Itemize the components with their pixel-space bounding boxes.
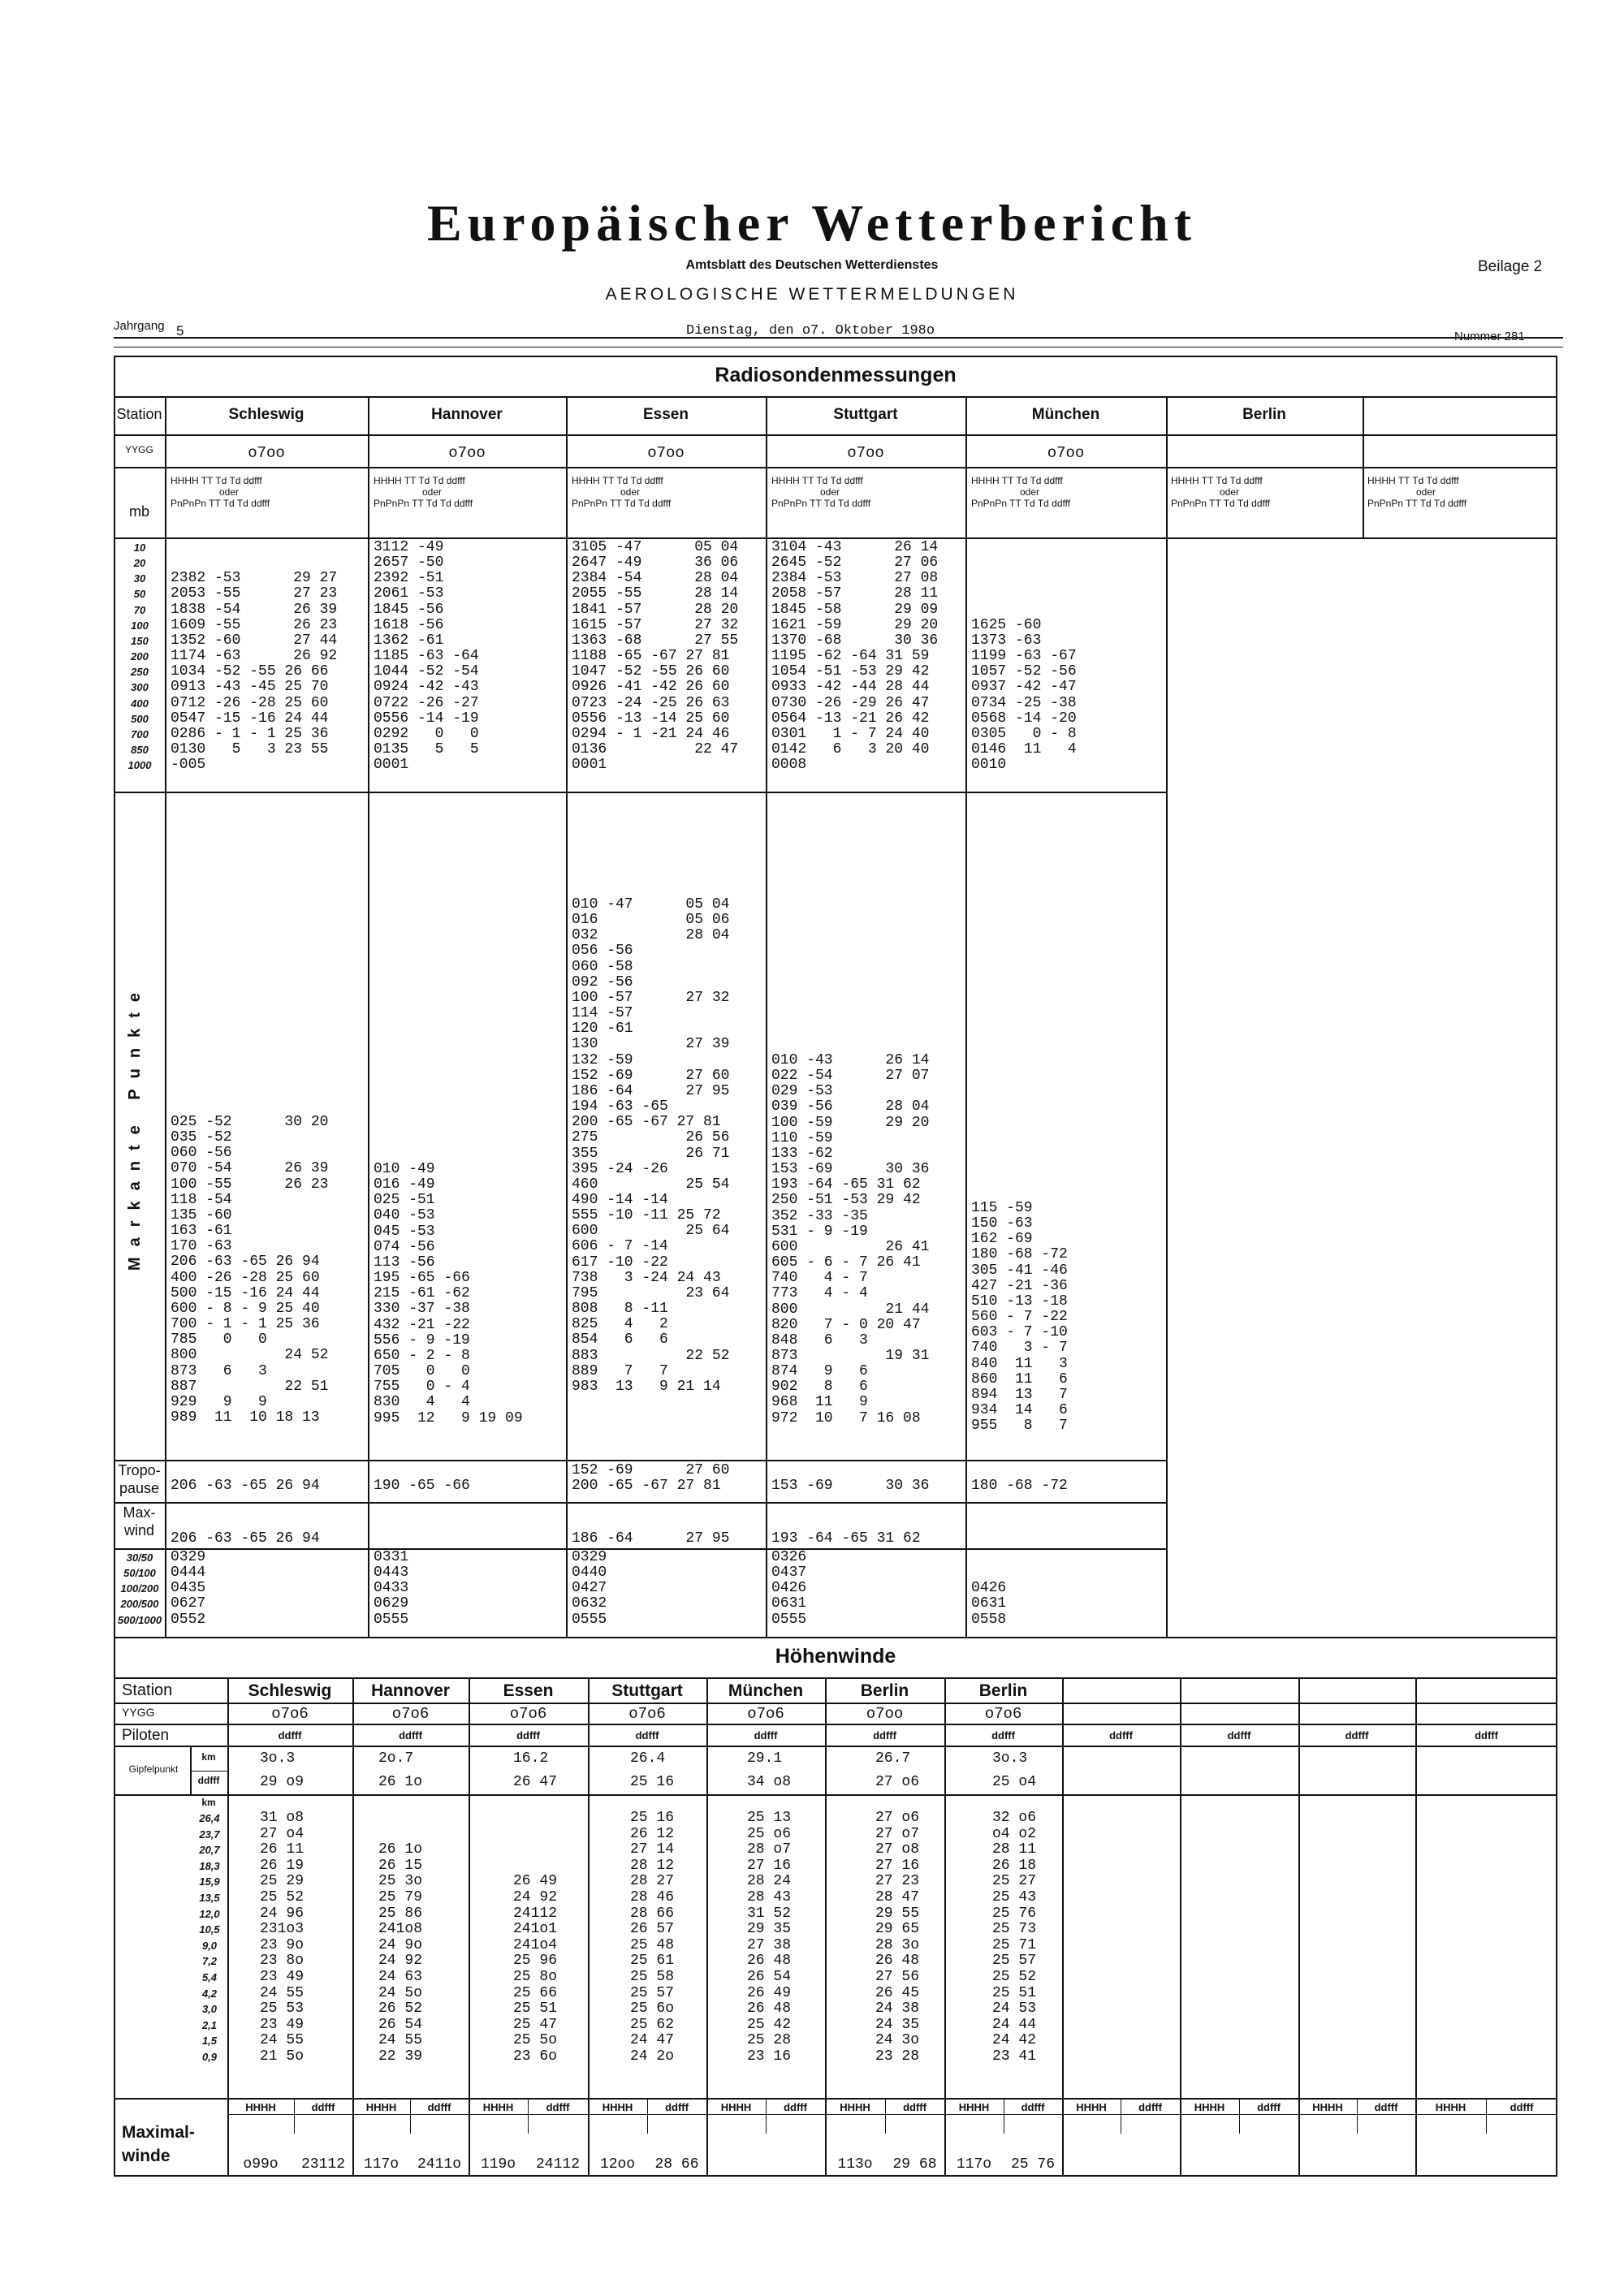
ddfff-header: ddfff [873,1729,896,1741]
tropopause-label: Tropo-pause [118,1462,161,1496]
gipfel-km: 3o.3 [260,1750,296,1767]
col-header [1171,475,1361,509]
max-ddfff: 24112 [535,2156,580,2173]
hw-yygg: o7o6 [984,1705,1022,1723]
station-name: Hannover [431,406,503,423]
col-header-oder: oder [1020,486,1040,498]
max-ddfff: 28 66 [654,2156,699,2173]
col-header-top: HHHH TT Td Td ddfff [771,475,863,486]
ddfff-header: ddfff [516,1729,540,1741]
hw-station: Essen [503,1681,554,1700]
col-header-top: HHHH TT Td Td ddfff [1367,475,1459,486]
height-level: 4,2 [201,1987,218,2000]
hw-yygg: o7o6 [509,1705,547,1723]
col-header-top: HHHH TT Td Td ddfff [374,475,465,486]
yygg-value: o7oo [1047,444,1085,462]
tropopause-data: 153 -69 30 36 [771,1478,930,1494]
ddfff-header: ddfff [1374,2101,1398,2113]
ddfff-header: ddfff [427,2101,451,2113]
height-level: 10,5 [199,1923,220,1936]
col-header-top: HHHH TT Td Td ddfff [171,475,262,486]
col-divider [1363,396,1364,537]
pressure-level: 1000 [127,759,152,772]
hhhh-header: HHHH [1076,2101,1107,2113]
yygg-value: o7oo [448,444,486,462]
max-hhhh: 12oo [599,2156,636,2173]
rule [114,434,1557,436]
height-level: 26,4 [199,1812,220,1824]
hhhh-header: HHHH [1312,2101,1343,2113]
col-header-bottom: PnPnPn TT Td Td ddfff [171,498,270,509]
wind-column: 25 13 25 o6 28 o7 27 16 28 24 28 43 31 52 29 35 27 38 26 48 26 54 26 49 26 48 25 42 25 28 23 16 [747,1810,792,2065]
gipfel-ddfff: 25 16 [630,1774,675,1790]
thickness-level: 200/500 [120,1598,159,1611]
col-header-top: HHHH TT Td Td ddfff [1171,475,1263,486]
hhhh-header: HHHH [1435,2101,1466,2113]
rule [227,2114,1557,2115]
piloten-label: Piloten [122,1727,170,1744]
thickness-levels [115,1550,164,1628]
rule [114,1794,1557,1796]
col-header [171,475,365,509]
significant-points: 010 -49 016 -49 025 -51 040 -53 045 -53 074 -56 113 -56 195 -65 -66 215 -61 -62 330 -37 -38 432 -21 -22 556 - 9 -19 650 - 2 - 8 705 0 0 755 0 - 4 830 4 4 995 12 9 19 09 [374,1161,523,1426]
ddfff-header: ddfff [1138,2101,1162,2113]
col-header-oder: oder [620,486,641,498]
ddfff-header: ddfff [1021,2101,1045,2113]
gipfel-km: 3o.3 [992,1750,1028,1767]
ddfff-header: ddfff [311,2101,335,2113]
jahrgang-value: 5 [176,323,184,339]
hw-station: Berlin [860,1681,909,1700]
col-header-oder: oder [1220,486,1240,498]
markante-punkte-label: Markante Punkte [126,982,144,1271]
rule [190,1771,227,1772]
thickness-level: 30/50 [126,1552,153,1564]
rule [114,792,1166,793]
gipfel-ddfff: 34 o8 [747,1774,792,1790]
ddfff-header: ddfff [665,2101,689,2113]
ddfff-header: ddfff [991,1729,1015,1741]
hw-yygg: o7o6 [391,1705,430,1723]
col-divider [368,396,369,1638]
rule [114,1502,1166,1504]
gipfel-km: 2o.7 [378,1750,414,1767]
height-level: 9,0 [201,1939,218,1952]
rule [114,1677,1557,1679]
page-title: Europäischer Wetterbericht [426,194,1198,252]
ddfff-header: ddfff [635,1729,659,1741]
pressure-level: 500 [131,712,149,725]
maxwind-data: 186 -64 27 95 [572,1530,730,1547]
max-hhhh: o99o [243,2156,279,2173]
gipfel-ddfff: 25 o4 [992,1774,1037,1790]
thickness-data: 0326 0437 0426 0631 0555 [771,1549,807,1628]
hw-yygg-label: YYGG [122,1706,155,1719]
col-header-bottom: PnPnPn TT Td Td ddfff [1367,498,1467,509]
col-header [1367,475,1556,509]
ddfff-header: ddfff [1227,1729,1251,1741]
rule [114,467,1557,468]
max-ddfff: 23112 [300,2156,345,2173]
wind-column: 26 49 24 92 24112 241o1 241o4 25 96 25 8o 25 66 25 51 25 47 25 5o 23 6o [513,1873,558,2065]
ddfff-header: ddfff [1345,1729,1369,1741]
wind-column: 32 o6 o4 o2 28 11 26 18 25 27 25 43 25 76 25 73 25 71 25 57 25 52 25 51 24 53 24 44 24 42 23 41 [992,1810,1037,2065]
col-header-bottom: PnPnPn TT Td Td ddfff [374,498,473,509]
hhhh-header: HHHH [365,2101,397,2113]
std-level-data: 3104 -43 26 14 2645 -52 27 06 2384 -53 27 08 2058 -57 28 11 1845 -58 29 09 1621 -59 29 20 1370 -68 30 36 1195 -62 -64 31 59 1054 -51 -53 29 42 0933 -42 -44 28 44 0730 -26 -29 26 47 0564 -13 -21 26 42 0301 1 - 7 24 40 0142 6 3 20 40 0008 [771,539,939,774]
height-level: 15,9 [199,1875,220,1888]
beilage-label: Beilage 2 [1478,258,1543,275]
tropopause-data: 206 -63 -65 26 94 [171,1478,320,1494]
station-name: Stuttgart [833,406,898,423]
hw-station: München [728,1681,804,1700]
station-name: München [1031,406,1100,423]
gipfel-ddfff: 26 1o [378,1774,423,1790]
hw-station: Stuttgart [611,1681,683,1700]
thickness-data: 0426 0631 0558 [971,1580,1007,1628]
height-level: 20,7 [199,1844,220,1857]
rule [114,1460,1166,1461]
wind-column: 31 o8 27 o4 26 11 26 19 25 29 25 52 24 96 231o3 23 9o 23 8o 23 49 24 55 25 53 23 49 24 55 21 5o [260,1810,304,2065]
ddfff-header: ddfff [903,2101,926,2113]
hhhh-header: HHHH [958,2101,990,2113]
ddfff-header: ddfff [1257,2101,1281,2113]
maxwind-data: 193 -64 -65 31 62 [771,1530,921,1547]
rule [114,2098,1557,2100]
pressure-level: 70 [133,603,146,616]
height-level: 12,0 [199,1907,220,1920]
ddfff-header: ddfff [399,1729,422,1741]
station-name: Schleswig [228,406,304,423]
height-level: 1,5 [201,2035,218,2048]
col-divider [1166,396,1168,1638]
height-level: 0,9 [201,2050,218,2063]
section-heading: AEROLOGISCHE WETTERMELDUNGEN [605,285,1019,304]
hw-yygg: o7o6 [628,1705,666,1723]
col-header-oder: oder [219,486,240,498]
station-label: Station [116,406,162,422]
issue-date: Dienstag, den o7. Oktober 198o [686,323,935,339]
thickness-data: 0331 0443 0433 0629 0555 [374,1549,409,1628]
pressure-level: 850 [131,744,149,757]
rule [114,396,1557,398]
pressure-level: 10 [133,542,146,554]
yygg-value: o7oo [248,444,285,462]
jahrgang-label: Jahrgang [114,319,165,333]
hhhh-header: HHHH [602,2101,633,2113]
pressure-level: 30 [133,572,146,585]
gipfel-ddfff: 26 47 [513,1774,558,1790]
col-header-top: HHHH TT Td Td ddfff [572,475,663,486]
col-header [771,475,963,509]
pressure-level: 300 [131,681,149,694]
thickness-level: 500/1000 [117,1613,162,1626]
pressure-level: 100 [131,619,149,632]
maxwind-label: Max-wind [123,1504,156,1539]
col-divider [766,396,767,1638]
ddfff-header: ddfff [278,1729,302,1741]
subtitle: Amtsblatt des Deutschen Wetterdienstes [685,258,939,272]
hhhh-header: HHHH [1194,2101,1225,2113]
max-hhhh: 119o [480,2156,516,2173]
mb-label: mb [128,503,149,520]
gipfel-km: 26.4 [630,1750,666,1767]
wind-column: 27 o6 27 o7 27 o8 27 16 27 23 28 47 29 55 29 65 28 3o 26 48 27 56 26 45 24 38 24 35 24 3o 23 28 [875,1810,920,2065]
hhhh-header: HHHH [482,2101,514,2113]
yygg-label: YYGG [125,444,153,455]
height-level: 23,7 [199,1828,220,1841]
max-ddfff: 2411o [417,2156,461,2173]
ddfff-header: ddfff [1109,1729,1133,1741]
col-header [971,475,1163,509]
rule [114,1548,1166,1550]
height-level: 18,3 [199,1859,220,1872]
km-label: km [201,1751,216,1763]
max-hhhh: 117o [363,2156,400,2173]
col-header-oder: oder [1416,486,1436,498]
rule [114,337,1563,339]
max-ddfff: 25 76 [1010,2156,1055,2173]
std-level-data: 1625 -60 1373 -63 1199 -63 -67 1057 -52 -56 0937 -42 -47 0734 -25 -38 0568 -14 -20 0305 0 - 8 0146 11 4 0010 [971,616,1077,774]
wind-column: 26 1o 26 15 25 3o 25 79 25 86 241o8 24 9o 24 92 24 63 24 5o 26 52 26 54 24 55 22 39 [378,1841,423,2065]
hw-yygg: o7o6 [271,1705,309,1723]
height-levels [192,1810,227,2065]
pressure-level: 400 [131,697,149,710]
thickness-data: 0329 0444 0435 0627 0552 [171,1549,206,1628]
col-header-bottom: PnPnPn TT Td Td ddfff [771,498,871,509]
col-divider [566,396,568,1638]
gipfel-km: 16.2 [513,1750,549,1767]
hw-station: Hannover [371,1681,450,1700]
pressure-level: 150 [131,634,149,647]
height-level: 2,1 [201,2018,218,2031]
ddfff-header: ddfff [1475,1729,1498,1741]
col-header-bottom: PnPnPn TT Td Td ddfff [572,498,672,509]
col-divider [165,396,166,1638]
col-header-top: HHHH TT Td Td ddfff [971,475,1063,486]
hw-station: Schleswig [248,1681,332,1700]
ddfff-header: ddfff [546,2101,570,2113]
std-level-data: 3105 -47 05 04 2647 -49 36 06 2384 -54 28 04 2055 -55 28 14 1841 -57 28 20 1615 -57 27 32 1363 -68 27 55 1188 -65 -67 27 81 1047 -52 -55 26 60 0926 -41 -42 26 60 0723 -24 -25 26 63 0556 -13 -14 25 60 0294 - 1 -21 24 46 0136 22 47 0001 [572,539,739,774]
col-header-oder: oder [422,486,443,498]
col-header [374,475,564,509]
ddfff-header: ddfff [784,2101,807,2113]
gipfelpunkt-label: Gipfelpunkt [128,1763,179,1775]
hw-station-label: Station [122,1681,173,1699]
pressure-level: 20 [133,557,146,570]
thickness-level: 50/100 [123,1567,156,1580]
radiosonde-title: Radiosondenmessungen [715,364,957,386]
pressure-levels [115,540,164,773]
thickness-data: 0329 0440 0427 0632 0555 [572,1549,607,1628]
ddfff-header: ddfff [1510,2101,1534,2113]
rule [114,1746,1557,1747]
col-divider [965,396,967,1638]
pressure-level: 50 [133,588,146,601]
yygg-value: o7oo [847,444,884,462]
km-label: km [201,1797,216,1808]
hhhh-header: HHHH [720,2101,752,2113]
height-level: 7,2 [201,1955,218,1968]
hhhh-header: HHHH [245,2101,276,2113]
max-hhhh: 113o [837,2156,873,2173]
gipfel-km: 29.1 [747,1750,783,1767]
col-header-oder: oder [820,486,840,498]
ddfff-header: ddfff [754,1729,778,1741]
hw-station: Berlin [978,1681,1028,1700]
rule [114,1724,1557,1725]
col-header-bottom: PnPnPn TT Td Td ddfff [1171,498,1271,509]
rule [114,1703,1557,1704]
height-level: 3,0 [201,2003,218,2016]
station-name: Essen [643,406,689,423]
wind-column: 25 16 26 12 27 14 28 12 28 27 28 46 28 66 26 57 25 48 25 61 25 58 25 57 25 6o 25 62 24 47 24 2o [630,1810,675,2065]
height-level: 13,5 [199,1891,220,1904]
significant-points: 010 -47 05 04 016 05 06 032 28 04 056 -56 060 -58 092 -56 100 -57 27 32 114 -57 120 -61 130 27 39 132 -59 152 -69 27 60 186 -64 27 95 194 -63 -65 200 -65 -67 27 81 275 26 56 355 26 71 395 -24 -26 460 25 54 490 -14 -14 555 -10 -11 25 72 600 25 64 606 - 7 -14 617 -10 -22 738 3 -24 24 43 795 23 64 808 8 -11 825 4 2 854 6 6 883 22 52 889 7 7 983 13 9 21 14 [572,896,730,1395]
issue-number: Nummer 281 [1454,330,1525,343]
std-level-data: 2382 -53 29 27 2053 -55 27 23 1838 -54 26 39 1609 -55 26 23 1352 -60 27 44 1174 -63 26 92 1034 -52 -55 26 66 0913 -43 -45 25 70 0712 -26 -28 25 60 0547 -15 -16 24 44 0286 - 1 - 1 25 36 0130 5 3 23 55 -005 [171,570,338,774]
gipfel-km: 26.7 [875,1750,911,1767]
std-level-data: 3112 -49 2657 -50 2392 -51 2061 -53 1845 -56 1618 -56 1362 -61 1185 -63 -64 1044 -52 -54 0924 -42 -43 0722 -26 -27 0556 -14 -19 0292 0 0 0135 5 5 0001 [374,539,479,774]
hw-yygg: o7oo [866,1705,904,1723]
significant-points: 010 -43 26 14 022 -54 27 07 029 -53 039 -56 28 04 100 -59 29 20 110 -59 133 -62 153 -69 30 36 193 -64 -65 31 62 250 -51 -53 29 42 352 -33 -35 531 - 9 -19 600 26 41 605 - 6 - 7 26 41 740 4 - 7 773 4 - 4 800 21 44 820 7 - 0 20 47 848 6 3 873 19 31 874 9 6 902 8 6 968 11 9 972 10 7 16 08 [771,1052,930,1426]
maximalwinde-label: Maximal-winde [122,2123,195,2165]
pressure-level: 250 [131,666,149,679]
pressure-level: 700 [131,727,149,740]
station-name: Berlin [1242,406,1286,423]
tropopause-data: 190 -65 -66 [374,1478,470,1494]
significant-points: 025 -52 30 20 035 -52 060 -56 070 -54 26 39 100 -55 26 23 118 -54 135 -60 163 -61 170 -63 206 -63 -65 26 94 400 -26 -28 25 60 500 -15 -16 24 44 600 - 8 - 9 25 40 700 - 1 - 1 25 36 785 0 0 800 24 52 873 6 3 887 22 51 929 9 9 989 11 10 18 13 [171,1114,329,1426]
tropopause-data: 180 -68 -72 [971,1478,1068,1494]
ddfff-label: ddfff [197,1775,220,1786]
pressure-level: 200 [131,650,149,663]
col-header-bottom: PnPnPn TT Td Td ddfff [971,498,1071,509]
col-header [572,475,763,509]
thickness-level: 100/200 [120,1582,159,1595]
max-hhhh: 117o [956,2156,992,2173]
maxwind-data: 206 -63 -65 26 94 [171,1530,320,1547]
gipfel-ddfff: 29 o9 [260,1774,304,1790]
max-ddfff: 29 68 [892,2156,937,2173]
yygg-value: o7oo [647,444,685,462]
hoehenwinde-title: Höhenwinde [775,1645,896,1668]
height-level: 5,4 [201,1970,218,1983]
gipfel-ddfff: 27 o6 [875,1774,920,1790]
hw-yygg: o7o6 [747,1705,784,1723]
significant-points: 115 -59 150 -63 162 -69 180 -68 -72 305 -41 -46 427 -21 -36 510 -13 -18 560 - 7 -22 603 - 7 -10 740 3 - 7 840 11 3 860 11 6 894 13 7 934 14 6 955 8 7 [971,1200,1068,1435]
hhhh-header: HHHH [840,2101,870,2113]
tropopause-data: 152 -69 27 60 200 -65 -67 27 81 [572,1462,730,1495]
